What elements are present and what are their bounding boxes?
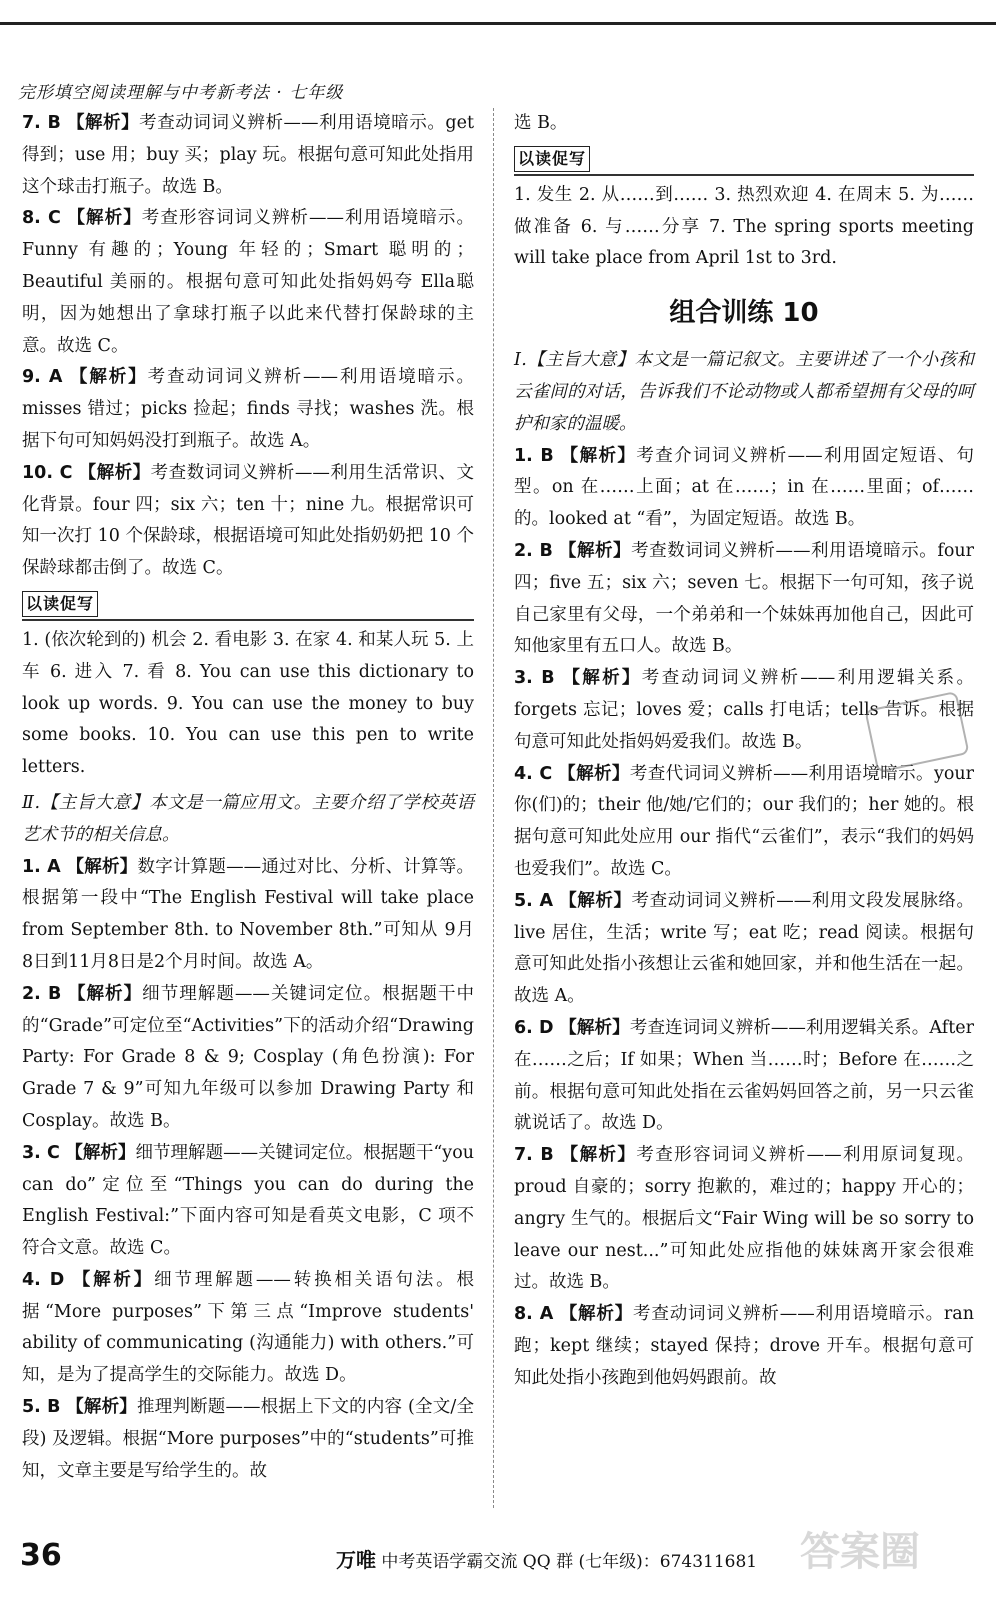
analysis-tag: 【解析】 [558, 540, 632, 561]
answer-item [22, 1392, 474, 1487]
left-write-answers: 1. (依次轮到的) 机会 2. 看电影 3. 在家 4. 和某人玩 5. 上车 6. 进入 7. 看 8. You can use this dictionary to look up words. 9. You can use the money to buy some books. 10. You can use this pen to write letters. [22, 629, 474, 778]
answer-item [514, 1140, 974, 1299]
analysis-tag: 【解析】 [78, 462, 151, 483]
analysis-tag: 【解析】 [72, 1269, 155, 1290]
right-main-idea: Ⅰ.【主旨大意】本文是一篇记叙文。主要讲述了一个小孩和云雀间的对话，告诉我们不论动物或人都希望拥有父母的呵护和家的温暖。 [514, 350, 974, 434]
answer-number: 1. A [22, 856, 61, 877]
analysis-tag: 【解析】 [66, 113, 140, 133]
answer-item [514, 886, 974, 1013]
answer-number: 5. A [514, 890, 554, 911]
answer-text: 考查动词词义辨析——利用文段发展脉络。live 居住，生活；write 写；eat 吃；read 阅读。根据句意可知此处指小孩想让云雀和她回家，并和他生活在一起。故选 A。 [514, 890, 974, 1007]
answer-item [22, 108, 474, 203]
footer-qq: 中考英语学霸交流 QQ 群 (七年级)：674311681 [381, 1552, 758, 1572]
section-heading-right: 以读促写 [514, 144, 974, 176]
answer-text: 考查形容词词义辨析——利用原词复现。proud 自豪的；sorry 抱歉的，难过的；happy 开心的；angry 生气的。根据后文“Fair Wing will be so sorry to leave our nest...”可知此处应指他的妹妹离开家会很难过。故选 B。 [514, 1145, 974, 1293]
page-number: 36 [20, 1538, 62, 1573]
answer-number: 4. D [22, 1269, 65, 1290]
analysis-tag: 【解析】 [559, 890, 632, 911]
top-rule [0, 22, 996, 25]
footer-line [336, 1544, 757, 1573]
answer-number: 5. B [22, 1397, 61, 1418]
answer-number: 1. B [514, 445, 554, 466]
answer-item [22, 458, 474, 585]
analysis-tag: 【解析】 [66, 856, 138, 877]
answer-number: 3. C [22, 1142, 60, 1163]
analysis-tag: 【解析】 [67, 983, 143, 1004]
answer-number: 8. C [22, 208, 61, 229]
answer-item [22, 203, 474, 362]
answer-item [514, 1013, 974, 1140]
answer-number: 8. A [514, 1304, 554, 1325]
analysis-tag: 【解析】 [559, 1304, 634, 1325]
answer-text: 考查代词词义辨析——利用语境暗示。your 你(们)的；their 他/她/它们的；our 我们的；her 她的。根据句意可知此处应用 our 指代“云雀们”，表示“我们的妈妈也爱我们”。故选 C。 [514, 763, 974, 879]
answer-text: 数字计算题——通过对比、分析、计算等。根据第一段中“The English Festival will take place from September 8th. to November 8th.”可知从 9月8日到11月8日是2个月时间。故选 A。 [22, 856, 474, 972]
answer-item [514, 1299, 974, 1394]
answer-number: 7. B [514, 1145, 554, 1166]
answer-text: 考查动词词义辨析——利用语境暗示。get 得到；use 用；buy 买；play 玩。根据句意可知此处指用这个球击打瓶子。故选 B。 [22, 113, 475, 197]
analysis-tag: 【解析】 [65, 1142, 136, 1163]
running-header: 完形填空阅读理解与中考新考法 · 七年级 [18, 83, 344, 103]
answer-text: 细节理解题——转换相关语句法。根据“More purposes”下第三点“Improve students' ability of communicating (沟通能力) with others.”可知，是为了提高学生的交际能力。故选 D。 [22, 1269, 475, 1386]
analysis-tag: 【解析】 [66, 1397, 137, 1418]
column-divider [493, 108, 494, 1508]
answer-item [514, 441, 974, 536]
analysis-tag: 【解析】 [560, 445, 637, 466]
section-heading-left: 以读促写 [22, 589, 474, 621]
footer-brand: 万唯 [336, 1548, 376, 1572]
answer-item [514, 759, 974, 886]
answer-text: 考查介词词义辨析——利用固定短语、句型。on 在……上面；at 在……；in 在……里面；of…… 的。looked at “看”，为固定短语。故选 B。 [514, 445, 974, 530]
right-continuation: 选 B。 [514, 113, 568, 133]
answer-number: 4. C [514, 763, 553, 784]
section-title: 组合训练 10 [669, 298, 819, 329]
answer-number: 2. B [514, 540, 553, 561]
answer-text: 细节理解题——关键词定位。根据题干中的“Grade”可定位至“Activities”下的活动介绍“Drawing Party: For Grade 8 & 9; Cosplay (角色扮演): For Grade 7 & 9”可知九年级可以参加 Drawing Party 和 Cosplay。故选 B。 [22, 983, 474, 1131]
answer-text: 考查动词词义辨析——利用逻辑关系。forgets 忘记；loves 爱；calls 打电话；tells 告诉。根据句意可知此处指妈妈爱我们。故选 B。 [514, 668, 975, 752]
analysis-tag: 【解析】 [67, 208, 142, 229]
right-write-answers: 1. 发生 2. 从……到…… 3. 热烈欢迎 4. 在周末 5. 为……做准备 6. 与……分享 7. The spring sports meeting will take place from April 1st to 3rd. [514, 184, 974, 269]
answer-item [22, 852, 474, 979]
answer-text: 考查数词词义辨析——利用生活常识、文化背景。four 四；six 六；ten 十；nine 九。根据常识可知一次打 10 个保龄球，根据语境可知此处指奶奶把 10 个保龄球都击倒了。故选 C。 [22, 462, 475, 579]
left-main-idea: Ⅱ.【主旨大意】本文是一篇应用文。主要介绍了学校英语艺术节的相关信息。 [22, 792, 474, 845]
answer-text: 考查动词词义辨析——利用语境暗示。ran 跑；kept 继续；stayed 保持；drove 开车。根据句意可知此处指小孩跑到他妈妈跟前。故 [514, 1304, 974, 1388]
answer-item [22, 1138, 474, 1265]
answer-number: 3. B [514, 668, 555, 689]
answer-text: 考查动词词义辨析——利用语境暗示。misses 错过；picks 捡起；finds 寻找；washes 洗。根据下句可知妈妈没打到瓶子。故选 A。 [22, 367, 475, 451]
answer-number: 2. B [22, 983, 62, 1004]
analysis-tag: 【解析】 [559, 1017, 630, 1038]
watermark-logo: 答案圈 [800, 1529, 920, 1575]
answer-text: 考查数词词义辨析——利用语境暗示。four 四；five 五；six 六；seven 七。根据下一句可知，孩子说自己家里有父母，一个弟弟和一个妹妹再加他自己，因此可知他家里有五口人。故选 B。 [514, 540, 974, 657]
analysis-tag: 【解析】 [69, 367, 148, 388]
answer-item [514, 536, 974, 663]
answer-item [22, 1265, 474, 1392]
answer-text: 考查形容词词义辨析——利用语境暗示。Funny 有趣的；Young 年轻的；Smart 聪明的；Beautiful 美丽的。根据句意可知此处指妈妈夸 Ella聪明，因为她想出了拿球打瓶子以此来代替打保龄球的主意。故选 C。 [22, 208, 475, 356]
answer-text: 细节理解题——关键词定位。根据题干“you can do”定位至“Things you can do during the English Festival:”下面内容可知是看英文电影，C 项不符合文意。故选 C。 [22, 1142, 474, 1259]
analysis-tag: 【解析】 [560, 1145, 637, 1166]
answer-number: 10. C [22, 462, 73, 483]
answer-number: 9. A [22, 367, 63, 388]
answer-text: 考查连词词义辨析——利用逻辑关系。After 在……之后；If 如果；When 当……时；Before 在……之前。根据句意可知此处指在云雀妈妈回答之前，另一只云雀就说话了。故选 D。 [514, 1017, 974, 1134]
answer-item [22, 979, 474, 1138]
analysis-tag: 【解析】 [562, 668, 642, 689]
answer-item [22, 362, 474, 457]
answer-text: 推理判断题——根据上下文的内容 (全文/全段) 及逻辑。根据“More purposes”中的“students”可推知，文章主要是写给学生的。故 [22, 1397, 474, 1481]
left-column [22, 108, 474, 1487]
answer-number: 7. B [22, 113, 61, 133]
analysis-tag: 【解析】 [558, 763, 630, 784]
answer-number: 6. D [514, 1017, 554, 1038]
